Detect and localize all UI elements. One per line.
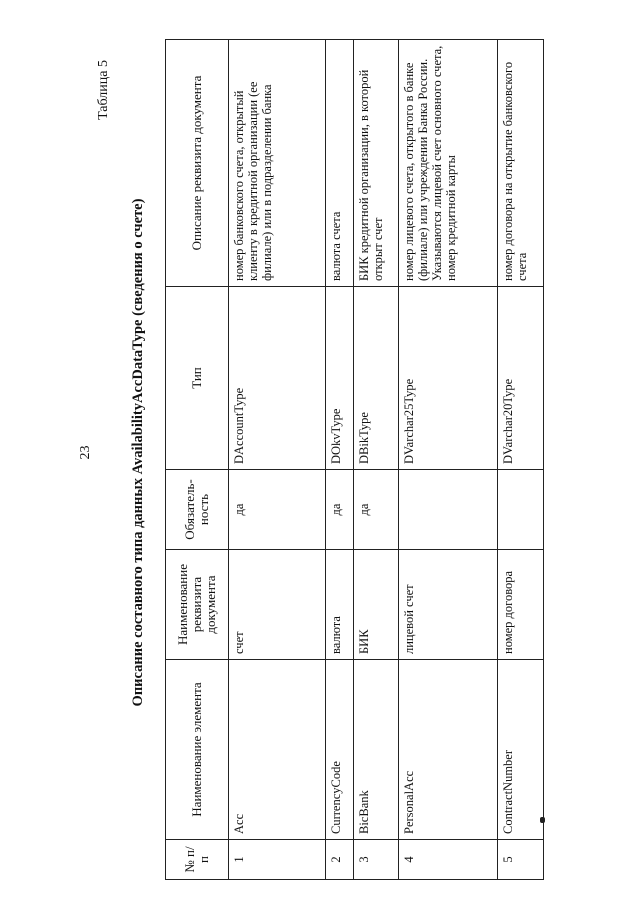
cell-description: номер лицевого счета, открытого в банке (филиале) или учреждении Банка России. Указываются лицевой счет основного счета, номер кредитной карты — [399, 40, 498, 287]
page-number: 23 — [78, 445, 93, 460]
header-requisite: Наименование реквизита документа — [166, 550, 229, 660]
table-row — [354, 40, 399, 880]
cell-requisite: лицевой счет — [399, 550, 498, 660]
cell-num: 3 — [354, 840, 399, 880]
cell-description: БИК кредитной организации, в которой открыт счет — [354, 40, 399, 287]
cell-type: DVarchar25Type — [399, 287, 498, 470]
table-label: Таблица 5 — [96, 60, 111, 120]
cell-required: да — [354, 470, 399, 550]
header-required: Обязатель-ность — [166, 470, 229, 550]
cell-type: DBikType — [354, 287, 399, 470]
cell-required: да — [326, 470, 354, 550]
cell-element: CurrencyCode — [326, 660, 354, 840]
header-description: Описание реквизита документа — [166, 40, 229, 287]
cell-required — [399, 470, 498, 550]
cell-requisite: БИК — [354, 550, 399, 660]
cell-num: 2 — [326, 840, 354, 880]
scan-speck — [540, 817, 545, 823]
cell-requisite: счет — [229, 550, 326, 660]
cell-type: DAccountType — [229, 287, 326, 470]
cell-requisite: валюта — [326, 550, 354, 660]
cell-description: номер банковского счета, открытый клиенту в кредитной организации (ее филиале) или в подразделении банка — [229, 40, 326, 287]
cell-num: 5 — [498, 840, 544, 880]
cell-required: да — [229, 470, 326, 550]
table-title: Описание составного типа данных AvailabilityAccDataType (сведения о счете) — [130, 198, 146, 707]
cell-description: валюта счета — [326, 40, 354, 287]
cell-requisite: номер договора — [498, 550, 544, 660]
cell-element: BicBank — [354, 660, 399, 840]
header-element: Наименование элемента — [166, 660, 229, 840]
cell-type: DOkvType — [326, 287, 354, 470]
table-row — [399, 40, 498, 880]
cell-description: номер договора на открытие банковского счета — [498, 40, 544, 287]
table-row — [498, 40, 544, 880]
cell-type: DVarchar20Type — [498, 287, 544, 470]
cell-element: Acc — [229, 660, 326, 840]
cell-required — [498, 470, 544, 550]
table-row — [229, 40, 326, 880]
cell-num: 1 — [229, 840, 326, 880]
header-type: Тип — [166, 287, 229, 470]
header-num: № п/п — [166, 840, 229, 880]
cell-element: ContractNumber — [498, 660, 544, 840]
cell-element: PersonalAcc — [399, 660, 498, 840]
data-table — [165, 39, 544, 880]
table-row — [326, 40, 354, 880]
header-row — [166, 40, 229, 880]
cell-num: 4 — [399, 840, 498, 880]
